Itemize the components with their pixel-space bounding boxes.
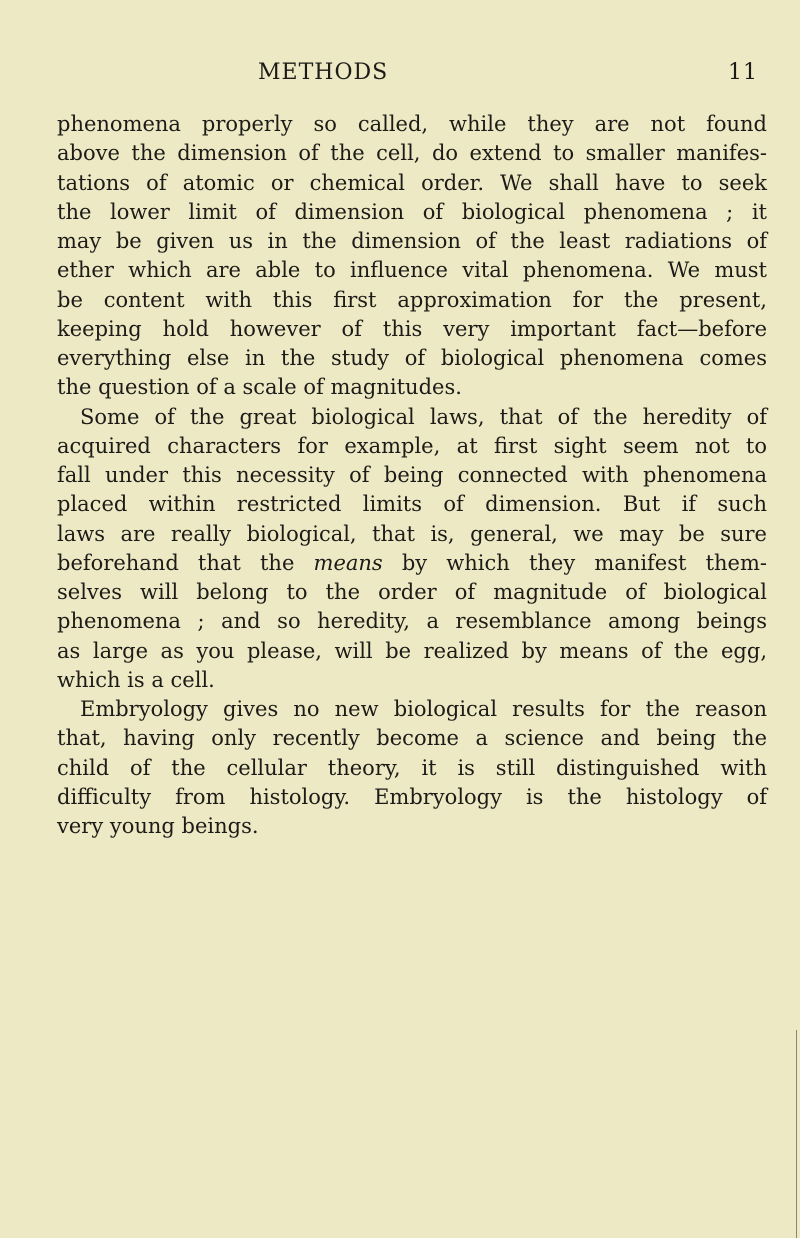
text-line: difficulty from histology. Embryology is the histology of: [57, 784, 767, 809]
text-line: phenomena ; and so heredity, a resemblance among beings: [57, 609, 767, 634]
paragraph-end-line: the question of a scale of magnitudes.: [57, 375, 462, 400]
paragraph-first-line: Some of the great biological laws, that of the heredity of: [80, 404, 767, 429]
text-line: phenomena properly so called, while they are not found: [57, 112, 767, 136]
text-line: everything else in the study of biological phenomena comes: [57, 346, 767, 370]
text-line: child of the cellular theory, it is still distinguished with: [57, 755, 767, 780]
text-line: fall under this necessity of being connected with phenomena: [57, 463, 767, 487]
text-line: laws are really biological, that is, general, we may be sure: [57, 521, 767, 546]
italic-word: means: [313, 550, 383, 575]
text-line: selves will belong to the order of magnitude of biological: [57, 580, 767, 604]
paragraph-end-line: very young beings.: [57, 814, 259, 838]
text-line: acquired characters for example, at first sight seem not to: [57, 433, 767, 458]
paragraph-first-line: Embryology gives no new biological results for the reason: [80, 697, 767, 721]
text-segment: by which they manifest them-: [401, 550, 767, 575]
text-segment: beforehand that the: [57, 550, 295, 575]
text-line: placed within restricted limits of dimension. But if such: [57, 492, 767, 517]
text-line: be content with this first approximation for the present,: [57, 287, 767, 312]
text-line: that, having only recently become a science and being the: [57, 726, 767, 751]
text-line: as large as you please, will be realized by means of the egg,: [57, 638, 767, 663]
text-line: ether which are able to influence vital phenomena. We must: [57, 258, 767, 283]
text-line: above the dimension of the cell, do extend to smaller manifes-: [57, 141, 767, 166]
chapter-title: METHODS: [258, 60, 389, 85]
text-line-with-italic: [57, 549, 767, 578]
text-line: keeping hold however of this very important fact—before: [57, 316, 767, 341]
page-edge-line: [796, 1030, 797, 1238]
text-line: may be given us in the dimension of the least radiations of: [57, 229, 767, 253]
text-line: tations of atomic or chemical order. We shall have to seek: [57, 170, 767, 195]
page-number: 11: [728, 60, 758, 85]
text-line: the lower limit of dimension of biological phenomena ; it: [57, 199, 767, 224]
running-header: [258, 60, 758, 90]
body-text: [57, 110, 767, 841]
paragraph-end-line: which is a cell.: [57, 667, 215, 692]
